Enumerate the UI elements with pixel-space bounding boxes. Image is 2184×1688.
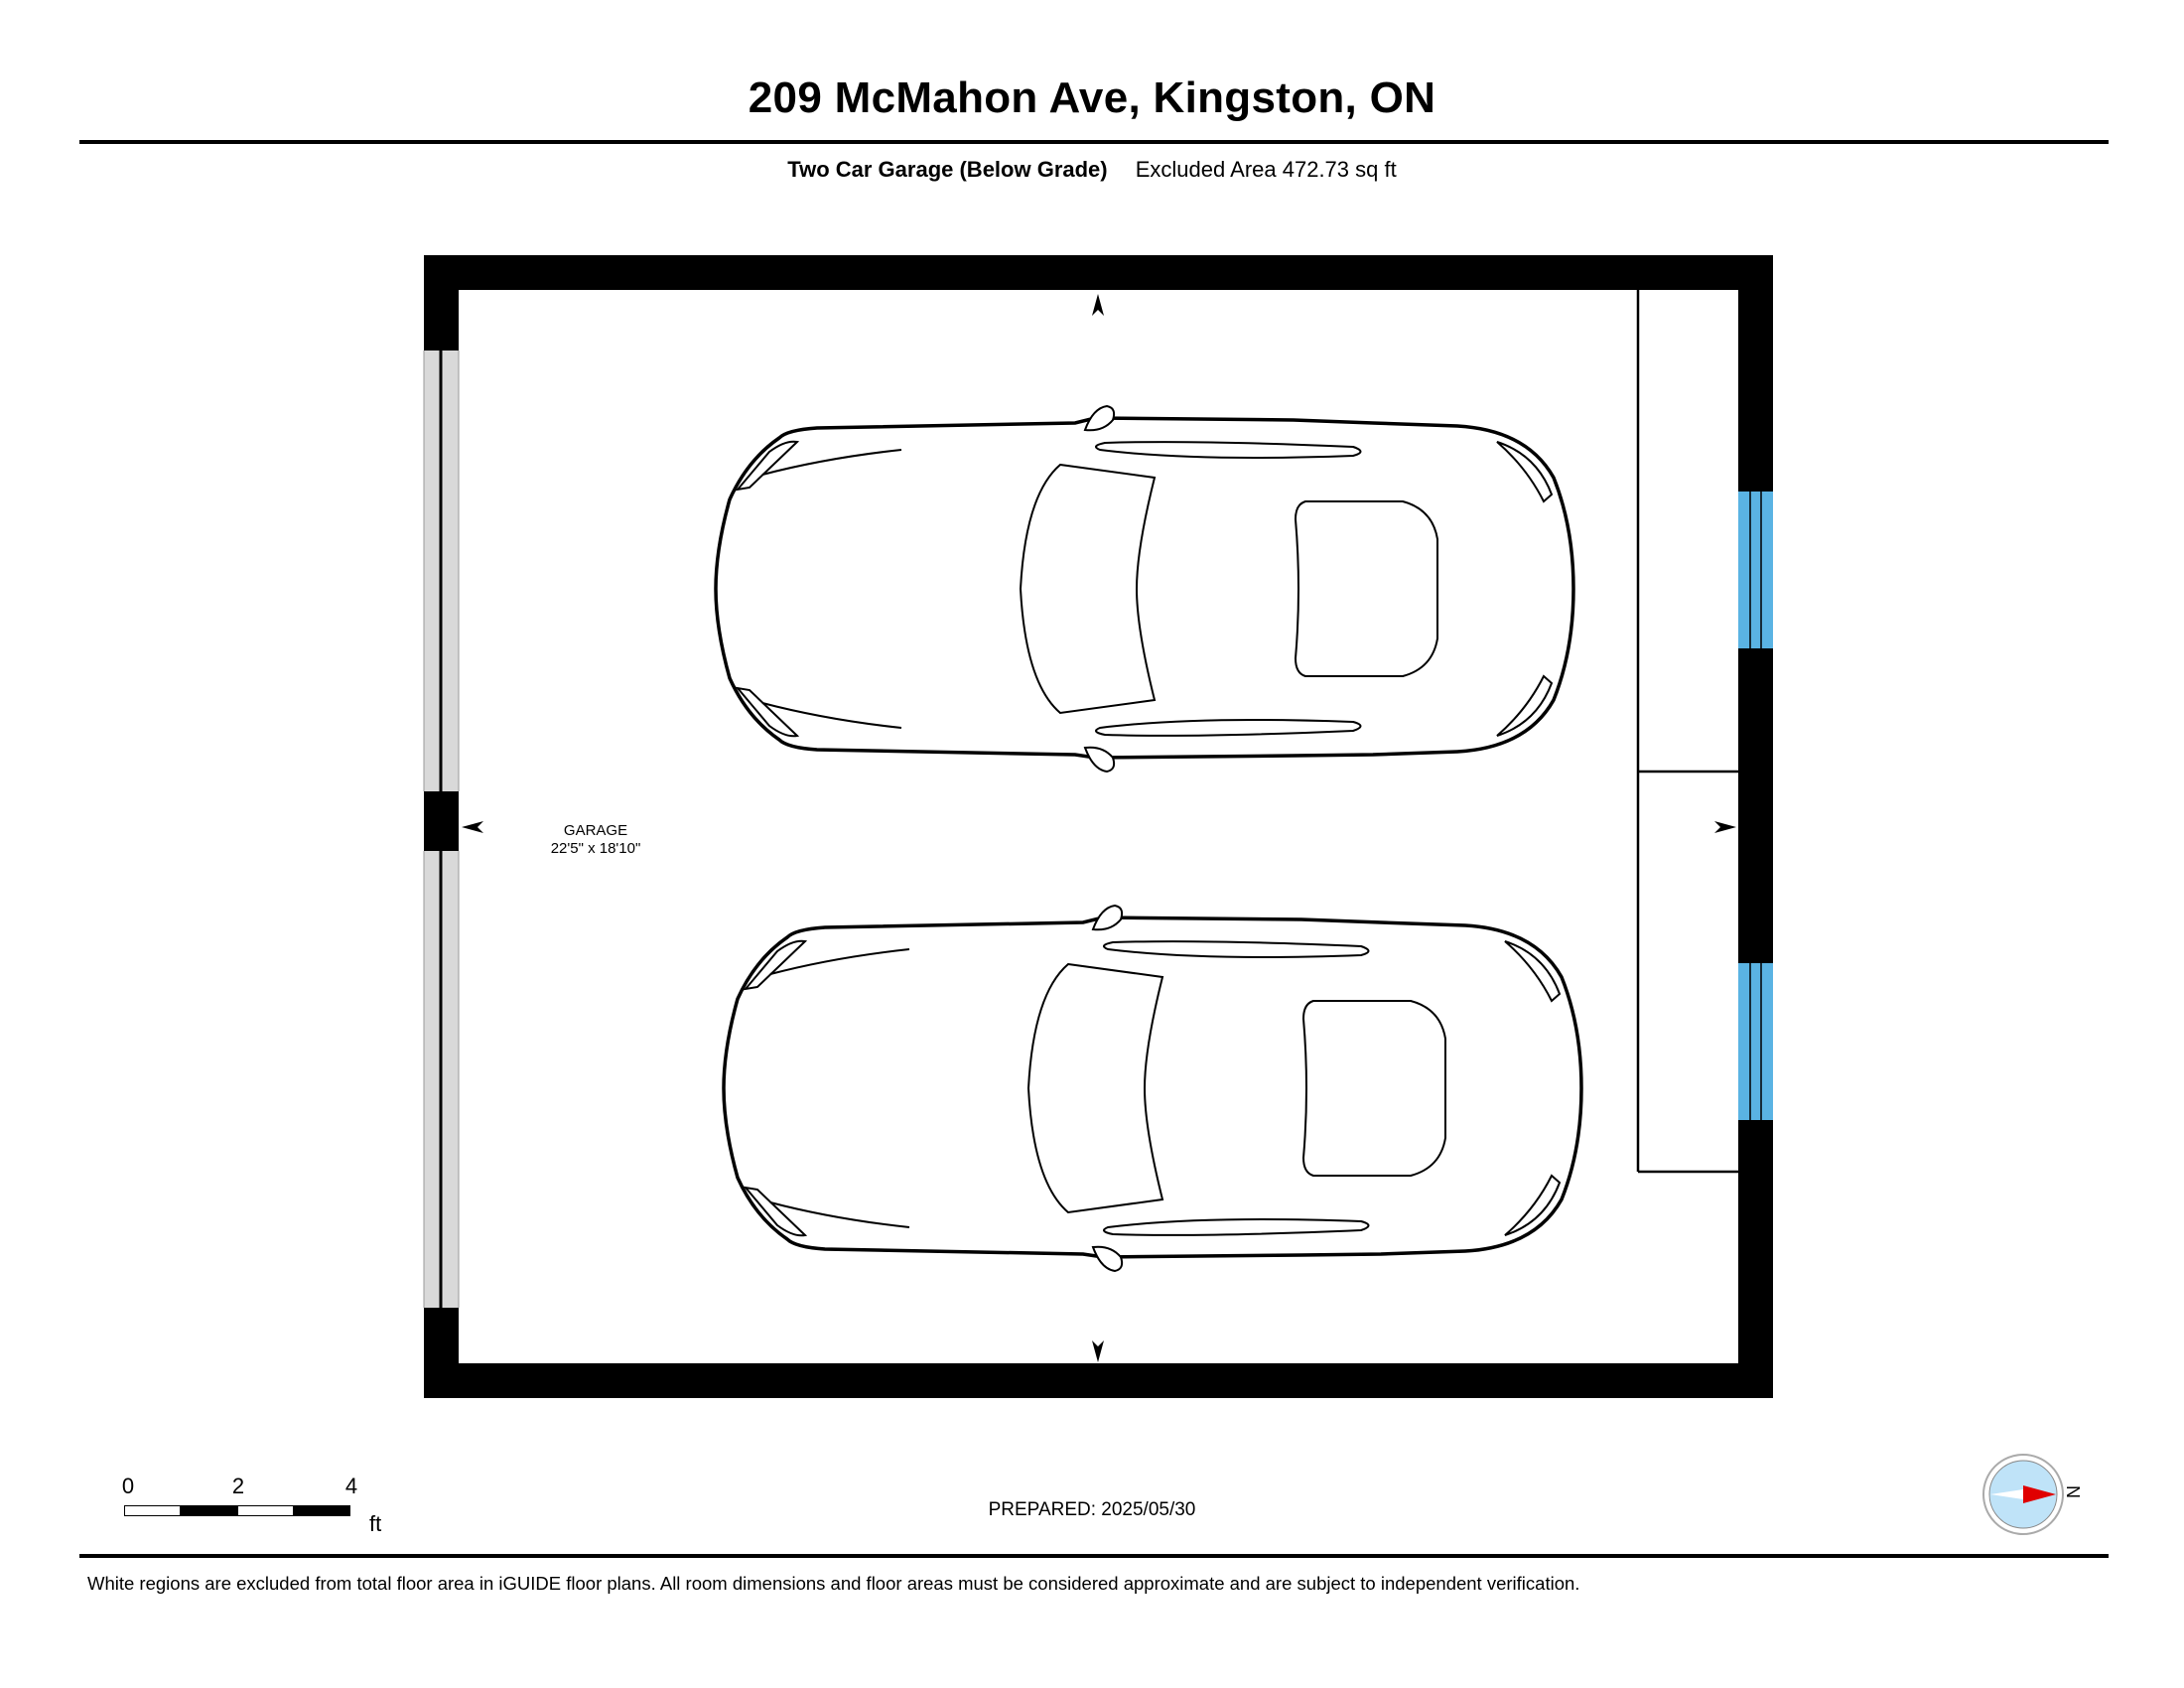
room-label <box>526 822 665 858</box>
dimension-arrow-right <box>1714 821 1736 833</box>
garage-door-upper <box>424 351 459 791</box>
window-upper <box>1738 492 1773 648</box>
dimension-arrow-top <box>1092 294 1104 316</box>
scale-tick-2: 2 <box>231 1474 245 1498</box>
partition-lines <box>1638 290 1738 1172</box>
wall-left-lower <box>424 1308 459 1398</box>
room-name: GARAGE <box>563 822 628 839</box>
car-lower <box>724 906 1581 1271</box>
room-dimensions: 22'5" x 18'10" <box>550 840 641 857</box>
disclaimer-text: White regions are excluded from total floor area in iGUIDE floor plans. All room dimensions and floor areas must be considered approximate and are subject to independent verification. <box>87 1573 1580 1594</box>
level-name: Two Car Garage (Below Grade) <box>787 157 1108 182</box>
garage-door-lower <box>424 851 459 1308</box>
window-lower <box>1738 963 1773 1120</box>
footer-rule <box>79 1554 2109 1558</box>
compass-north-label: N <box>2063 1485 2083 1498</box>
scale-tick-4: 4 <box>344 1474 358 1498</box>
wall-left-upper <box>424 255 459 351</box>
north-compass-icon <box>1980 1450 2100 1539</box>
car-upper <box>716 406 1573 772</box>
scale-tick-0: 0 <box>121 1474 135 1498</box>
dimension-arrow-left <box>462 821 483 833</box>
wall-left-middle <box>424 791 459 851</box>
wall-right <box>1738 255 1773 1398</box>
page-title: 209 McMahon Ave, Kingston, ON <box>748 73 1436 122</box>
area-text: Excluded Area 472.73 sq ft <box>1135 157 1397 182</box>
prepared-date: PREPARED: 2025/05/30 <box>988 1499 1196 1520</box>
wall-bottom <box>424 1363 1773 1398</box>
scale-unit: ft <box>369 1511 382 1536</box>
wall-top <box>424 255 1773 290</box>
dimension-arrow-bottom <box>1092 1340 1104 1362</box>
